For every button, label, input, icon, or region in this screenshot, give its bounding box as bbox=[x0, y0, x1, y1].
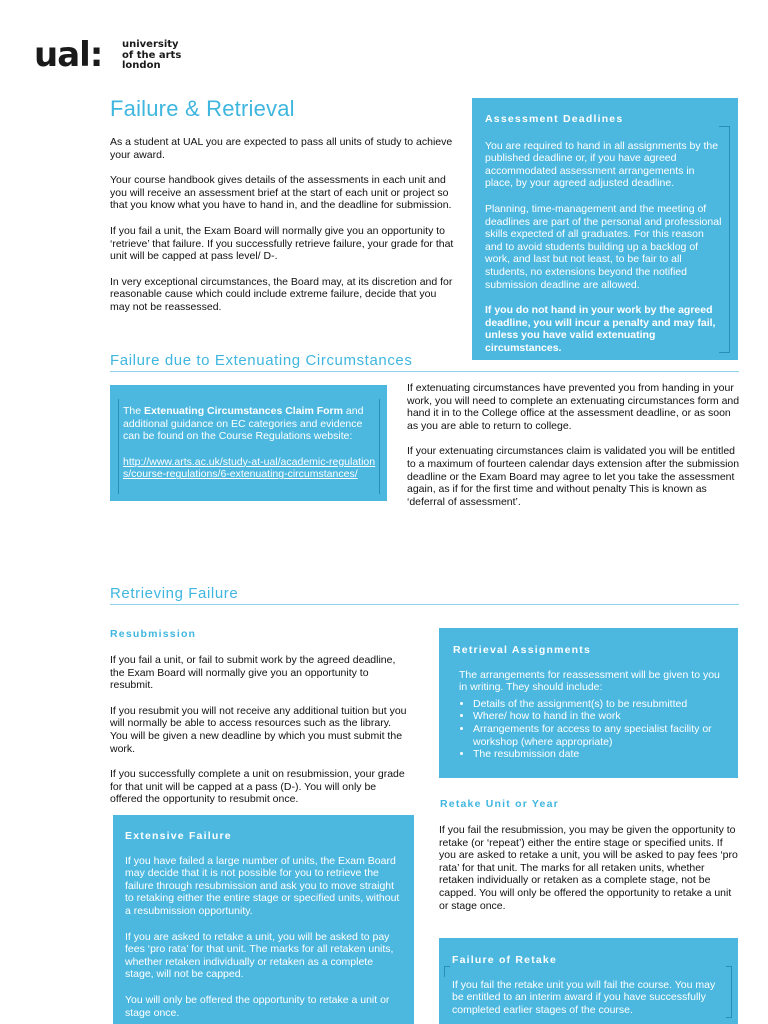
intro-paragraph-2: Your course handbook gives details of the assessments in each unit and you will receive an assessment brief at the start of each unit or project so that you know what you have to hand in, and the deadline for submission. bbox=[110, 174, 452, 212]
extensive-failure-box bbox=[113, 815, 414, 1024]
retrieval-list bbox=[453, 698, 724, 761]
ec-paragraph-2: If your extenuating circumstances claim is validated you will be entitled to a maximum of fourteen calendar days extension after the submission deadline or the Exam Board may agree to let you take the assessment again, as if for the first time and without penalty This is known as ‘deferral of assessment’. bbox=[407, 445, 740, 508]
resubmission-paragraph-1: If you fail a unit, or fail to submit work by the agreed deadline, the Exam Board will normally give you an opportunity to resubmit. bbox=[110, 654, 396, 692]
retrieval-assignments-box bbox=[439, 628, 738, 778]
deadlines-paragraph-1: You are required to hand in all assignments by the published deadline or, if you have agreed accommodated assessment arrangements in place, by your agreed adjusted deadline. bbox=[485, 139, 719, 190]
assessment-deadlines-title: Assessment Deadlines bbox=[485, 113, 624, 125]
resubmission-text bbox=[110, 654, 410, 819]
box-bracket bbox=[444, 966, 450, 977]
ec-claim-pre: The bbox=[123, 405, 145, 417]
failure-of-retake-title: Failure of Retake bbox=[452, 954, 558, 966]
retake-text bbox=[439, 824, 741, 925]
box-bracket bbox=[719, 126, 730, 353]
retake-title: Retake Unit or Year bbox=[440, 798, 559, 810]
ec-claim-post: and additional guidance on EC categories and evidence can be found on the Course Regulations website: bbox=[123, 405, 364, 443]
deadlines-paragraph-3: If you do not hand in your work by the agreed deadline, you will incur a penalty and may fail, unless you have valid extenuating circumstances. bbox=[485, 304, 716, 354]
extensive-paragraph-1: If you have failed a large number of units, the Exam Board may decide that it is not possible for you to retrieve the failure through resubmission and ask you to move straight to retaking either the entire stage or specified units, without a resubmission opportunity. bbox=[125, 854, 400, 917]
resubmission-paragraph-3: If you successfully complete a unit on resubmission, your grade for that unit will be capped at a pass (D-). You will only be offered the opportunity to resubmit once. bbox=[110, 768, 405, 806]
resubmission-title: Resubmission bbox=[110, 628, 197, 640]
resubmission-paragraph-2: If you resubmit you will not receive any additional tuition but you will normally be able to access resources such as the library. You will be given a new deadline by which you must submit the work. bbox=[110, 704, 407, 755]
course-regulations-link[interactable]: http://www.arts.ac.uk/study-at-ual/academic-regulations/course-regulations/6-extenuating-circumstances/ bbox=[123, 455, 376, 481]
intro-paragraph-1: As a student at UAL you are expected to pass all units of study to achieve your award. bbox=[110, 136, 453, 161]
extensive-failure-title: Extensive Failure bbox=[125, 830, 232, 842]
list-item: • Where/ how to hand in the work bbox=[473, 710, 724, 723]
intro-text bbox=[110, 136, 455, 327]
extensive-paragraph-3: You will only be offered the opportunity to retake a unit or stage once. bbox=[125, 993, 390, 1019]
ec-heading-rule bbox=[110, 371, 739, 372]
retake-paragraph-1: If you fail the resubmission, you may be given the opportunity to retake (or ‘repeat’) either the entire stage or specified units. If you are asked to retake a unit, you will be asked to pay fees ‘pro rata’ for that unit. The marks for all retaken units, whether retaken individually or retaken as a complete stage, not be capped. You will only be offered the opportunity to retake a unit or stage once. bbox=[439, 824, 738, 912]
retrieval-assignments-title: Retrieval Assignments bbox=[453, 644, 592, 656]
list-item: • Details of the assignment(s) to be resubmitted bbox=[473, 698, 724, 711]
intro-paragraph-3: If you fail a unit, the Exam Board will normally give you an opportunity to ‘retrieve’ that failure. If you successfully retrieve failure, your grade for that unit will be capped at pass level/ D-. bbox=[110, 224, 454, 263]
extensive-paragraph-2: If you are asked to retake a unit, you will be asked to pay fees ‘pro rata’ for that unit. The marks for all retaken units, whether retaken individually or retaken as a complete stage, will not be capped. bbox=[125, 930, 394, 981]
box-bracket bbox=[118, 399, 380, 494]
ual-logo-mark: ual: bbox=[34, 35, 103, 75]
ec-claim-form-name: Extenuating Circumstances Claim Form bbox=[144, 405, 343, 417]
retrieval-intro: The arrangements for reassessment will be given to you in writing. They should include: bbox=[459, 668, 720, 694]
retrieving-heading-rule bbox=[110, 604, 739, 605]
logo-line-2: of the arts bbox=[122, 49, 182, 61]
ec-paragraph-1: If extenuating circumstances have prevented you from handing in your work, you will need to complete an extenuating circumstances form and hand it in to the College office at the assessment deadline, or as soon as you are able to return to college. bbox=[407, 382, 740, 432]
failure-of-retake-paragraph-1: If you fail the retake unit you will fail the course. You may be entitled to an interim award if you have successfully completed earlier stages of the course. bbox=[452, 978, 716, 1016]
ec-text bbox=[407, 382, 742, 521]
retrieving-heading: Retrieving Failure bbox=[110, 585, 239, 602]
logo-line-1: university bbox=[122, 39, 179, 50]
logo-line-3: london bbox=[122, 60, 161, 71]
ual-logo-text bbox=[122, 40, 181, 72]
assessment-deadlines-box bbox=[472, 98, 738, 360]
box-bracket bbox=[726, 966, 732, 1018]
ec-heading: Failure due to Extenuating Circumstances bbox=[110, 352, 413, 369]
failure-of-retake-box bbox=[439, 938, 738, 1024]
ec-claim-box bbox=[110, 385, 387, 501]
intro-paragraph-4: In very exceptional circumstances, the Board may, at its discretion and for reasonable cause which could include extreme failure, decide that you may not be reassessed. bbox=[110, 275, 453, 313]
page-title: Failure & Retrieval bbox=[110, 96, 295, 121]
list-item: • Arrangements for access to any specialist facility or workshop (where appropriate) bbox=[473, 723, 724, 748]
deadlines-paragraph-2: Planning, time-management and the meeting of deadlines are part of the personal and professional skills expected of all graduates. For this reason and to avoid students building up a backlog of work, and last but not least, to be fair to all students, no extensions beyond the notified submission deadline are allowed. bbox=[485, 202, 722, 291]
list-item: • The resubmission date bbox=[473, 748, 724, 761]
